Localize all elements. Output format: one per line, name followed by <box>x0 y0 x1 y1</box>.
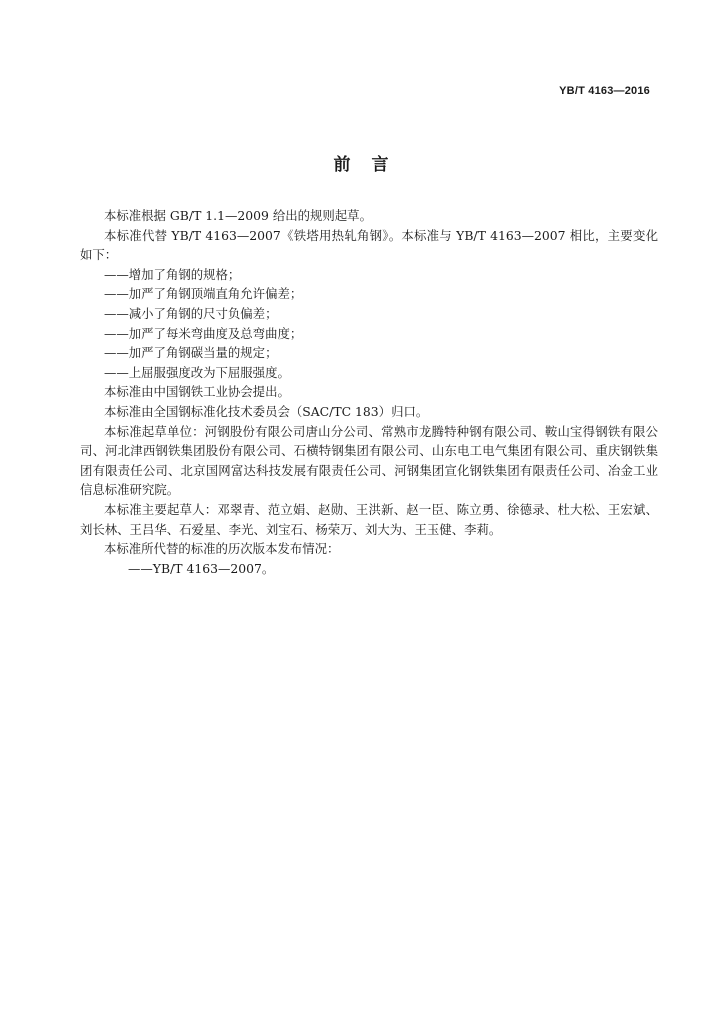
paragraph-history-intro: 本标准所代替的标准的历次版本发布情况： <box>104 541 340 557</box>
change-item: ——减小了角钢的尺寸负偏差； <box>104 305 278 321</box>
paragraph-drafters: 本标准主要起草人：邓翠青、范立娟、赵勋、王洪新、赵一臣、陈立勇、徐德录、杜大松、王宏斌、刘长林、王吕华、石爱星、李光、刘宝石、杨荣万、刘大为、王玉健、李莉。 <box>80 501 658 537</box>
change-item: ——加严了每米弯曲度及总弯曲度； <box>104 325 303 341</box>
paragraph-drafting-rules: 本标准根据 GB/T 1.1—2009 给出的规则起草。 <box>104 208 372 223</box>
paragraph-proposed-by: 本标准由中国钢铁工业协会提出。 <box>104 384 290 400</box>
change-item: ——加严了角钢碳当量的规定； <box>104 345 278 361</box>
change-item: ——加严了角钢顶端直角允许偏差； <box>104 286 303 302</box>
paragraph-drafting-units: 本标准起草单位：河钢股份有限公司唐山分公司、常熟市龙腾特种钢有限公司、鞍山宝得钢铁有限公司、河北津西钢铁集团股份有限公司、石横特钢集团有限公司、山东电工电气集团有限公司、重庆钢铁集团有限责任公司、北京国网富达科技发展有限责任公司、河钢集团宣化钢铁集团有限责任公司、冶金工业信息标准研究院。 <box>80 423 658 498</box>
page-title: 前 言 <box>333 155 391 175</box>
standard-code: YB/T 4163—2016 <box>559 85 650 97</box>
change-item: ——增加了角钢的规格； <box>104 266 241 282</box>
change-item: ——上屈服强度改为下屈服强度。 <box>104 364 290 380</box>
history-item: ——YB/T 4163—2007。 <box>128 560 275 576</box>
paragraph-replaces: 本标准代替 YB/T 4163—2007《铁塔用热轧角钢》。本标准与 YB/T 4163—2007 相比，主要变化如下： <box>80 227 658 263</box>
change-list <box>80 265 658 383</box>
paragraph-administered-by: 本标准由全国钢标准化技术委员会（SAC/TC 183）归口。 <box>104 403 429 419</box>
foreword-body <box>80 206 658 578</box>
